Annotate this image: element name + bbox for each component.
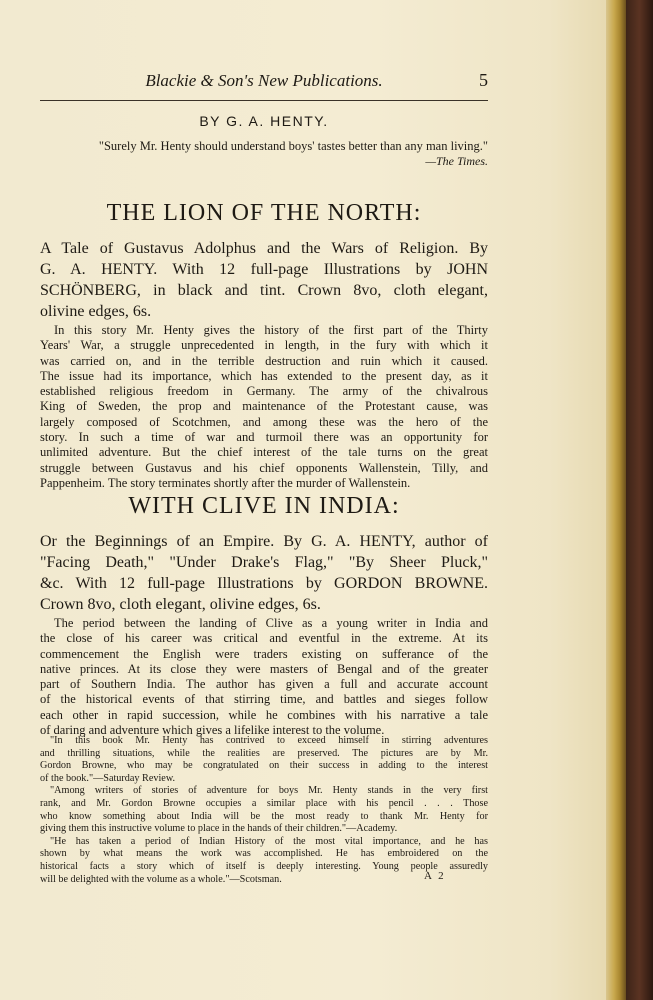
review-line: and thrilling situations, while the realities are preserved. The pictures are by Mr. — [40, 747, 488, 759]
review-line: rank, and Mr. Gordon Browne occupies a similar place with his pencil . . . Those — [40, 797, 488, 809]
summary-line: established religious freedom in Germany. The army of the chivalrous — [40, 384, 488, 399]
summary-line: native princes. At its close they were masters of Bengal and of the greater — [40, 661, 488, 676]
summary-line: Pappenheim. The story terminates shortly after the murder of Wallenstein. — [40, 475, 411, 490]
summary-line: King of Sweden, the prop and maintenance of the Protestant cause, was — [40, 399, 488, 414]
description-line: olivine edges, 6s. — [40, 303, 152, 320]
summary-line: The issue had its importance, which has extended to the present day, as it — [40, 368, 488, 383]
summary-line: each other in rapid succession, while he combines with his narrative a tale — [40, 707, 488, 722]
description-line: SCHÖNBERG, in black and tint. Crown 8vo, cloth elegant, — [40, 282, 488, 299]
press-reviews — [40, 735, 488, 886]
summary-line: The period between the landing of Clive as a young writer in India and — [54, 616, 488, 630]
description-line: Crown 8vo, cloth elegant, olivine edges, 6s. — [40, 596, 321, 613]
book-summary — [40, 616, 488, 738]
description-line: "Facing Death," "Under Drake's Flag," "By Sheer Pluck," — [40, 554, 488, 571]
description-line: Or the Beginnings of an Empire. By G. A. HENTY, author of — [40, 533, 488, 550]
praise-quote: "Surely Mr. Henty should understand boys' tastes better than any man living." — [98, 139, 488, 153]
review-line: giving them this instructive volume to place in the hands of their children."—Academy. — [40, 823, 398, 835]
book-summary — [40, 323, 488, 491]
description-line: A Tale of Gustavus Adolphus and the Wars of Religion. By — [40, 240, 488, 257]
summary-line: story. In such a time of war and turmoil there was an opportunity for — [40, 430, 488, 445]
summary-line: struggle between Gustavus and his chief opponents Wallenstein, Tilly, and — [40, 460, 488, 475]
review-line: who know something about India will be the most ready to thank Mr. Henty for — [40, 810, 488, 822]
review-line: historical facts a story which of itself is deeply interesting. Young people assuredly — [40, 860, 488, 872]
review-line: will be delighted with the volume as a whole."—Scotsman. — [40, 873, 282, 885]
review-line: "Among writers of stories of adventure for boys Mr. Henty stands in the very first — [50, 785, 488, 797]
summary-line: was carried on, and in the terrible destruction and ruin which it caused. — [40, 353, 488, 368]
summary-line: Years' War, a struggle unprecedented in length, in the fury with which it — [40, 338, 488, 353]
summary-line: part of Southern India. The author has given a full and accurate account — [40, 677, 488, 692]
praise-quote-source: —The Times. — [425, 154, 488, 168]
description-line: &c. With 12 full-page Illustrations by GORDON BROWNE. — [40, 575, 488, 592]
running-head-title: Blackie & Son's New Publications. — [145, 71, 383, 90]
book-cover-edge — [626, 0, 653, 1000]
summary-line: commencement the English were traders existing on sufferance of the — [40, 646, 488, 661]
signature-mark: A 2 — [424, 870, 446, 882]
review-line: "He has taken a period of Indian History of the most vital importance, and he has — [50, 835, 488, 847]
page-number: 5 — [479, 70, 488, 90]
running-head — [40, 68, 488, 94]
summary-line: unlimited adventure. But the chief interest of the tale turns on the great — [40, 445, 488, 460]
book-title: THE LION OF THE NORTH: — [106, 200, 422, 226]
author-byline: BY G. A. HENTY. — [199, 113, 329, 129]
review-line: "In this book Mr. Henty has contrived to exceed himself in stirring adventures — [50, 735, 488, 746]
book-description — [40, 531, 488, 615]
summary-line: largely composed of Scotchmen, and among these was the hero of the — [40, 414, 488, 429]
summary-line: of the historical events of that stirring time, and battles and sieges follow — [40, 692, 488, 707]
page-gutter — [606, 0, 626, 1000]
review-line: of the book."—Saturday Review. — [40, 772, 176, 784]
header-rule — [40, 100, 488, 101]
summary-line: the close of his career was critical and eventful in the extreme. At its — [40, 631, 488, 646]
review-line: Gordon Browne, who may be congratulated on their success in adding to the interest — [40, 760, 488, 772]
summary-line: of daring and adventure which gives a lifelike interest to the volume. — [40, 723, 385, 738]
book-description — [40, 238, 488, 322]
review-line: shown by what means the work was accomplished. He has embroidered on the — [40, 848, 488, 860]
summary-line: In this story Mr. Henty gives the history of the first part of the Thirty — [54, 323, 488, 337]
description-line: G. A. HENTY. With 12 full-page Illustrations by JOHN — [40, 261, 488, 278]
book-title: WITH CLIVE IN INDIA: — [128, 493, 400, 519]
